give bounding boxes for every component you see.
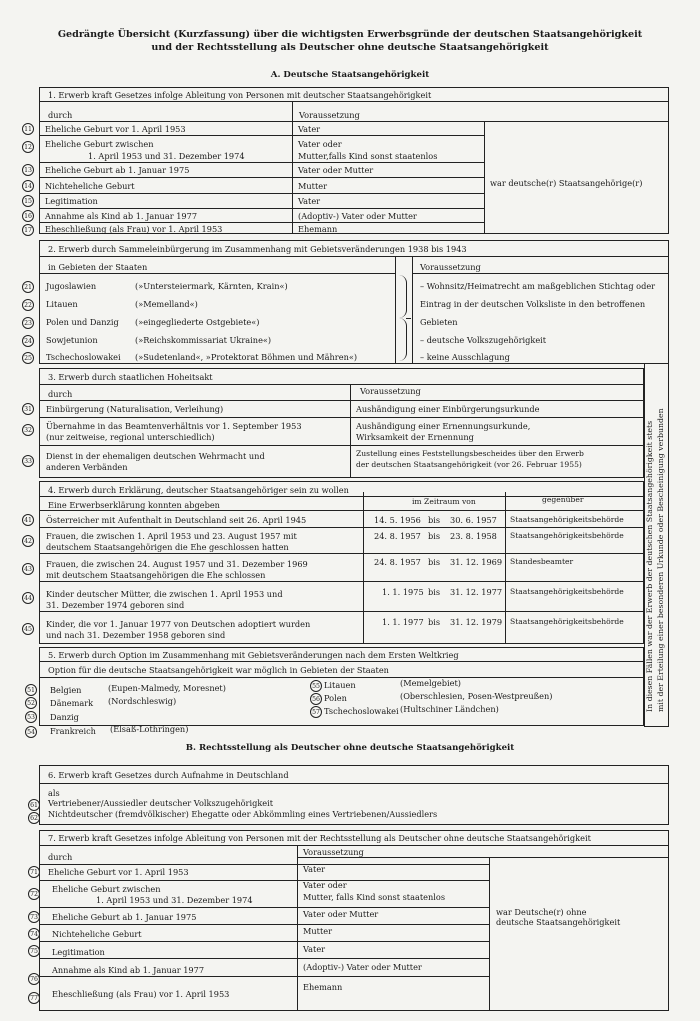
row-voraussetzung: Vater bbox=[303, 864, 326, 874]
row-gebiet: (Oberschlesien, Posen-Westpreußen) bbox=[400, 691, 553, 701]
item-number: 24 bbox=[22, 335, 34, 347]
row-staat: Litauen bbox=[46, 299, 78, 309]
row-voraussetzung-2: Wirksamkeit der Ernennung bbox=[356, 432, 474, 442]
row-staat: Polen und Danzig bbox=[46, 317, 119, 327]
section-4-col-zeitraum: im Zeitraum von bbox=[412, 497, 476, 506]
row-gebiet: (Elsaß-Lothringen) bbox=[110, 724, 189, 734]
row-voraussetzung: Zustellung eines Feststellungsbescheides über den Erwerb bbox=[356, 449, 584, 458]
row-bis: bis bbox=[428, 587, 441, 597]
item-number: 23 bbox=[22, 317, 34, 329]
row-durch: Eheschließung (als Frau) vor 1. April 1953 bbox=[52, 989, 230, 999]
row-durch: Eheschließung (als Frau) vor 1. April 1953 bbox=[45, 224, 223, 234]
row-von: 1. 1. 1975 bbox=[382, 587, 424, 597]
item-number: 61 bbox=[28, 799, 40, 811]
section-1-col-voraussetzung: Voraussetzung bbox=[299, 110, 360, 120]
section-3-col-voraussetzung: Voraussetzung bbox=[360, 386, 421, 396]
row-durch: Eheliche Geburt ab 1. Januar 1975 bbox=[52, 912, 197, 922]
title-line-2: und der Rechtsstellung als Deutscher ohne deutsche Staatsangehörigkeit bbox=[151, 42, 549, 53]
row-voraussetzung: Ehemann bbox=[303, 982, 343, 992]
item-number: 41 bbox=[22, 514, 34, 526]
item-number: 33 bbox=[22, 455, 34, 467]
row-voraussetzung: Aushändigung einer Einbürgerungsurkunde bbox=[356, 404, 540, 414]
row-staat: Litauen bbox=[324, 680, 356, 690]
row-voraussetzung: Ehemann bbox=[298, 224, 338, 234]
row-voraussetzung: Vater oder Mutter bbox=[298, 165, 374, 175]
section-4-header: 4. Erwerb durch Erklärung, deutscher Staatsangehöriger sein zu wollen bbox=[48, 485, 349, 495]
item-number: 72 bbox=[28, 888, 40, 900]
section-1-header: 1. Erwerb kraft Gesetzes infolge Ableitung von Personen mit deutscher Staatsangehörigkeit bbox=[48, 90, 432, 100]
section-7-col-voraussetzung: Voraussetzung bbox=[303, 847, 364, 857]
item-number: 13 bbox=[22, 164, 34, 176]
section-6-header: 6. Erwerb kraft Gesetzes durch Aufnahme in Deutschland bbox=[48, 770, 289, 780]
row-staat: Danzig bbox=[50, 712, 79, 722]
document-title bbox=[0, 28, 700, 54]
item-number: 32 bbox=[22, 424, 34, 436]
row-bis: bis bbox=[428, 617, 441, 627]
item-number: 73 bbox=[28, 911, 40, 923]
row-personen: Kinder deutscher Mütter, die zwischen 1. April 1953 und bbox=[46, 589, 283, 599]
condition-line: – deutsche Volkszugehörigkeit bbox=[420, 335, 547, 345]
section-2-col-voraussetzung: Voraussetzung bbox=[420, 262, 481, 272]
row-staat: Dänemark bbox=[50, 698, 94, 708]
row-gegenueber: Standesbeamter bbox=[510, 557, 574, 566]
row-durch: Annahme als Kind ab 1. Januar 1977 bbox=[45, 211, 198, 221]
row-durch: Eheliche Geburt vor 1. April 1953 bbox=[48, 867, 189, 877]
row-voraussetzung: Vater bbox=[303, 944, 326, 954]
item-number: 11 bbox=[22, 123, 34, 135]
item-number: 25 bbox=[22, 352, 34, 364]
condition-line: Eintrag in der deutschen Volksliste in den betroffenen bbox=[420, 299, 646, 309]
row-von: 24. 8. 1957 bbox=[374, 557, 421, 567]
row-person: Nichtdeutscher (fremdvölkischer) Ehegatte oder Abkömmling eines Vertriebenen/Aussiedlers bbox=[48, 809, 438, 819]
section-3-header: 3. Erwerb durch staatlichen Hoheitsakt bbox=[48, 372, 213, 382]
row-voraussetzung: Vater bbox=[298, 196, 321, 206]
row-durch: Dienst in der ehemaligen deutschen Wehrmacht und bbox=[46, 451, 265, 461]
row-gebiet: (»Memelland«) bbox=[135, 299, 198, 309]
item-number: 77 bbox=[28, 992, 40, 1004]
section-5-header: 5. Erwerb durch Option im Zusammenhang mit Gebietsveränderungen nach dem Ersten Weltkrieg bbox=[48, 650, 459, 660]
vertical-note-line-1: In diesen Fällen war der Erwerb der deutschen Staatsangehörigkeit stets bbox=[645, 420, 654, 712]
section-6-als: als bbox=[48, 788, 60, 798]
row-von: 24. 8. 1957 bbox=[374, 531, 421, 541]
section-4-col-erklaerung: Eine Erwerbserklärung konnten abgeben bbox=[48, 500, 220, 510]
row-voraussetzung: Mutter bbox=[303, 926, 332, 936]
item-number: 44 bbox=[22, 592, 34, 604]
item-number: 56 bbox=[310, 693, 322, 705]
row-personen-2: mit deutschem Staatsangehörigen die Ehe schlossen bbox=[46, 570, 266, 580]
row-staat: Jugoslawien bbox=[46, 281, 97, 291]
row-personen-2: deutschem Staatsangehörigen die Ehe geschlossen hatten bbox=[46, 542, 289, 552]
row-gebiet: (»Reichskommissariat Ukraine«) bbox=[135, 335, 272, 345]
item-number: 51 bbox=[25, 684, 37, 696]
row-gebiet: (»Untersteiermark, Kärnten, Krain«) bbox=[135, 281, 288, 291]
section-2-header: 2. Erwerb durch Sammeleinbürgerung im Zusammenhang mit Gebietsveränderungen 1938 bis 1943 bbox=[48, 244, 467, 254]
row-bis: bis bbox=[428, 557, 441, 567]
condition-line: – Wohnsitz/Heimatrecht am maßgeblichen Stichtag oder bbox=[420, 281, 656, 291]
row-staat: Polen bbox=[324, 693, 347, 703]
row-voraussetzung: Vater oder bbox=[303, 880, 347, 890]
item-number: 54 bbox=[25, 726, 37, 738]
row-staat: Tschechoslowakei bbox=[324, 706, 399, 716]
item-number: 31 bbox=[22, 403, 34, 415]
row-gebiet: (»Sudetenland«, »Protektorat Böhmen und Mähren«) bbox=[135, 352, 358, 362]
item-number: 57 bbox=[310, 706, 322, 718]
item-number: 22 bbox=[22, 299, 34, 311]
item-number: 52 bbox=[25, 697, 37, 709]
row-bis-datum: 31. 12. 1969 bbox=[450, 557, 503, 567]
row-voraussetzung: Aushändigung einer Ernennungsurkunde, bbox=[356, 421, 531, 431]
row-voraussetzung: Vater oder bbox=[298, 139, 342, 149]
row-voraussetzung-2: Mutter, falls Kind sonst staatenlos bbox=[303, 892, 446, 902]
row-voraussetzung: Vater bbox=[298, 124, 321, 134]
section-5-sub: Option für die deutsche Staatsangehörigkeit war möglich in Gebieten der Staaten bbox=[48, 665, 389, 675]
vertical-note-line-2: mit der Erteilung einer besonderen Urkunde oder Bescheinigung verbunden bbox=[656, 408, 665, 712]
row-gebiet: (»eingegliederte Ostgebiete«) bbox=[135, 317, 260, 327]
section-3-col-durch: durch bbox=[48, 389, 73, 399]
row-durch: Annahme als Kind ab 1. Januar 1977 bbox=[52, 965, 205, 975]
row-durch: Übernahme in das Beamtenverhältnis vor 1. September 1953 bbox=[46, 421, 302, 431]
row-durch: Eheliche Geburt zwischen bbox=[45, 139, 154, 149]
row-durch: Einbürgerung (Naturalisation, Verleihung) bbox=[46, 404, 224, 414]
row-voraussetzung: Vater oder Mutter bbox=[303, 909, 379, 919]
row-bis: bis bbox=[428, 515, 441, 525]
section-7-result-2: deutsche Staatsangehörigkeit bbox=[496, 917, 621, 927]
item-number: 74 bbox=[28, 928, 40, 940]
row-personen-2: und nach 31. Dezember 1958 geboren sind bbox=[46, 630, 226, 640]
item-number: 71 bbox=[28, 866, 40, 878]
row-voraussetzung-2: der deutschen Staatsangehörigkeit (vor 26. Februar 1955) bbox=[356, 460, 582, 469]
row-durch: Legitimation bbox=[52, 947, 105, 957]
row-staat: Sowjetunion bbox=[46, 335, 98, 345]
item-number: 17 bbox=[22, 224, 34, 236]
row-durch: Eheliche Geburt ab 1. Januar 1975 bbox=[45, 165, 190, 175]
item-number: 42 bbox=[22, 535, 34, 547]
section-1-col-durch: durch bbox=[48, 110, 73, 120]
row-bis-datum: 23. 8. 1958 bbox=[450, 531, 497, 541]
item-number: 75 bbox=[28, 945, 40, 957]
row-bis-datum: 30. 6. 1957 bbox=[450, 515, 497, 525]
section-2-col-gebiete: in Gebieten der Staaten bbox=[48, 262, 148, 272]
title-line-1: Gedrängte Übersicht (Kurzfassung) über die wichtigsten Erwerbsgründe der deutschen Staatsangehörigkeit bbox=[57, 29, 643, 40]
row-von: 1. 1. 1977 bbox=[382, 617, 424, 627]
item-number: 12 bbox=[22, 141, 34, 153]
row-durch-2: (nur zeitweise, regional unterschiedlich) bbox=[46, 432, 215, 442]
row-staat: Belgien bbox=[50, 685, 82, 695]
item-number: 16 bbox=[22, 210, 34, 222]
row-staat: Frankreich bbox=[50, 726, 96, 736]
item-number: 55 bbox=[310, 680, 322, 692]
item-number: 21 bbox=[22, 281, 34, 293]
item-number: 14 bbox=[22, 180, 34, 192]
section-7-header: 7. Erwerb kraft Gesetzes infolge Ableitung von Personen mit der Rechtsstellung als Deutscher ohne deutsche Staatsangehörigkeit bbox=[48, 833, 591, 843]
section-7-result-1: war Deutsche(r) ohne bbox=[496, 907, 587, 917]
row-durch-2: 1. April 1953 und 31. Dezember 1974 bbox=[96, 895, 253, 905]
row-von: 14. 5. 1956 bbox=[374, 515, 421, 525]
row-gegenueber: Staatsangehörigkeitsbehörde bbox=[510, 531, 624, 540]
section-b-heading: B. Rechtsstellung als Deutscher ohne deutsche Staatsangehörigkeit bbox=[185, 743, 515, 753]
item-number: 45 bbox=[22, 623, 34, 635]
row-gebiet: (Memelgebiet) bbox=[400, 678, 461, 688]
row-durch: Eheliche Geburt vor 1. April 1953 bbox=[45, 124, 186, 134]
row-personen: Frauen, die zwischen 24. August 1957 und 31. Dezember 1969 bbox=[46, 559, 308, 569]
item-number: 76 bbox=[28, 973, 40, 985]
row-personen: Kinder, die vor 1. Januar 1977 von Deutschen adoptiert wurden bbox=[46, 619, 311, 629]
row-voraussetzung-2: Mutter,falls Kind sonst staatenlos bbox=[298, 151, 438, 161]
row-gegenueber: Staatsangehörigkeitsbehörde bbox=[510, 515, 624, 524]
row-gebiet: (Nordschleswig) bbox=[108, 696, 177, 706]
item-number: 62 bbox=[28, 812, 40, 824]
section-7-col-durch: durch bbox=[48, 852, 73, 862]
row-gegenueber: Staatsangehörigkeitsbehörde bbox=[510, 617, 624, 626]
row-bis-datum: 31. 12. 1977 bbox=[450, 587, 503, 597]
condition-line: Gebieten bbox=[420, 317, 458, 327]
section-a-heading: A. Deutsche Staatsangehörigkeit bbox=[270, 70, 430, 80]
row-gegenueber: Staatsangehörigkeitsbehörde bbox=[510, 587, 624, 596]
row-personen: Frauen, die zwischen 1. April 1953 und 23. August 1957 mit bbox=[46, 531, 297, 541]
row-durch: Eheliche Geburt zwischen bbox=[52, 884, 161, 894]
row-personen-2: 31. Dezember 1974 geboren sind bbox=[46, 600, 185, 610]
section-4-col-gegenueber: gegenüber bbox=[542, 495, 584, 504]
row-person: Vertriebener/Aussiedler deutscher Volkszugehörigkeit bbox=[48, 798, 274, 808]
row-staat: Tschechoslowakei bbox=[46, 352, 121, 362]
row-bis: bis bbox=[428, 531, 441, 541]
row-voraussetzung: Mutter bbox=[298, 181, 327, 191]
section-1-result: war deutsche(r) Staatsangehörige(r) bbox=[490, 178, 643, 188]
item-number: 43 bbox=[22, 563, 34, 575]
condition-line: – keine Ausschlagung bbox=[420, 352, 510, 362]
row-gebiet: (Hultschiner Ländchen) bbox=[400, 704, 499, 714]
row-durch-2: 1. April 1953 und 31. Dezember 1974 bbox=[88, 151, 245, 161]
item-number: 53 bbox=[25, 711, 37, 723]
row-durch: Legitimation bbox=[45, 196, 98, 206]
row-bis-datum: 31. 12. 1979 bbox=[450, 617, 503, 627]
row-durch-2: anderen Verbänden bbox=[46, 462, 128, 472]
row-gebiet: (Eupen-Malmedy, Moresnet) bbox=[108, 683, 226, 693]
row-durch: Nichteheliche Geburt bbox=[52, 929, 142, 939]
item-number: 15 bbox=[22, 195, 34, 207]
row-durch: Nichteheliche Geburt bbox=[45, 181, 135, 191]
row-voraussetzung: (Adoptiv-) Vater oder Mutter bbox=[298, 211, 417, 221]
row-personen: Österreicher mit Aufenthalt in Deutschland seit 26. April 1945 bbox=[46, 515, 307, 525]
row-voraussetzung: (Adoptiv-) Vater oder Mutter bbox=[303, 962, 422, 972]
